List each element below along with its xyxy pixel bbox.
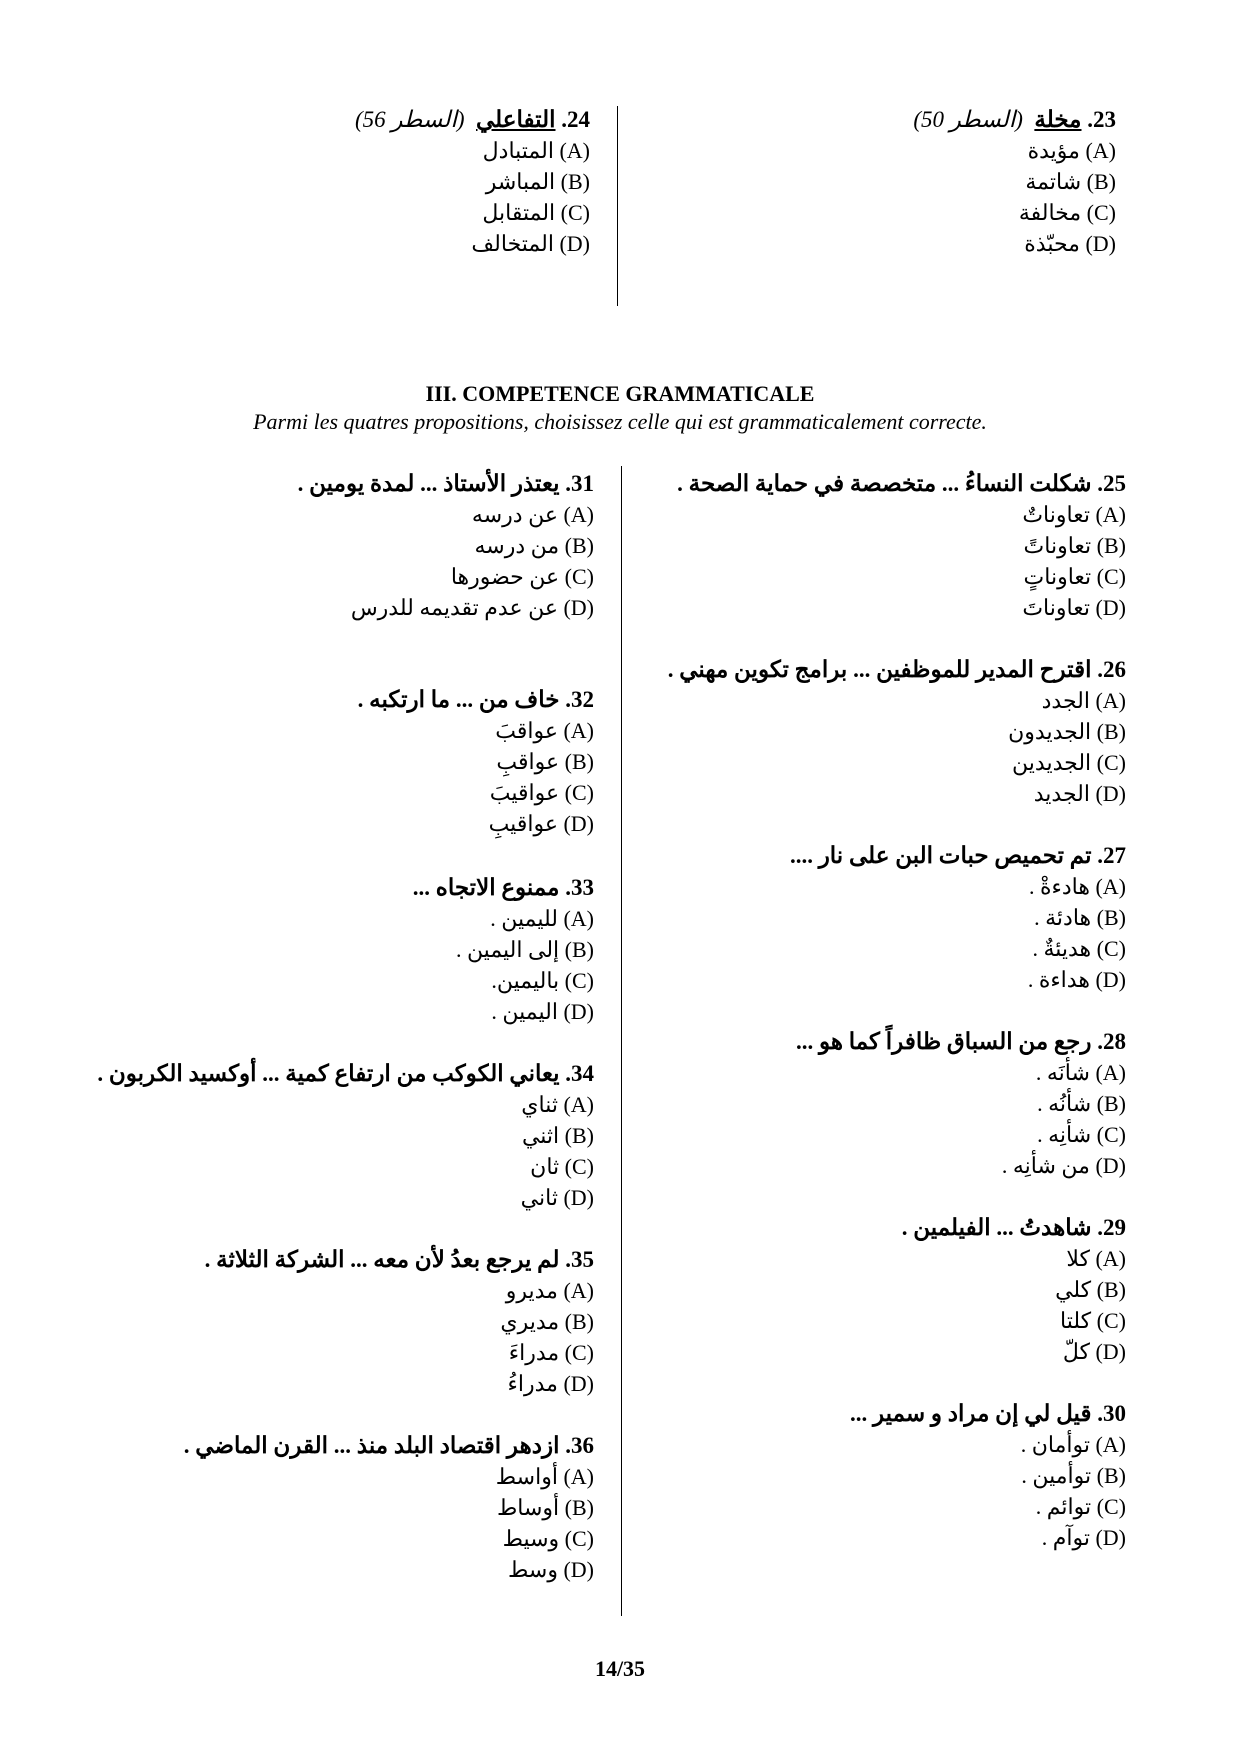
question-stem: 31. يعتذر الأستاذ ... لمدة يومين . — [297, 471, 594, 496]
option-b[interactable]: (B) شأنُه . — [1037, 1091, 1126, 1116]
question-stem: 28. رجع من السباق ظافراً كما هو ... — [795, 1029, 1126, 1054]
option-a[interactable]: (A) مديرو — [505, 1278, 594, 1303]
question-stem: 29. شاهدتُ ... الفيلمين . — [901, 1215, 1126, 1240]
option-a[interactable]: (A) لليمين . — [490, 906, 594, 931]
option-d[interactable]: (D) تعاوناتَ — [1022, 595, 1126, 620]
column-divider-main — [621, 466, 622, 1616]
option-b[interactable]: (B) تعاوناتً — [1023, 533, 1126, 558]
option-a[interactable]: (A) أواسط — [495, 1464, 594, 1489]
question-stem — [640, 104, 1116, 135]
question-stem: 34. يعاني الكوكب من ارتفاع كمية ... أوكسيد الكربون . — [97, 1061, 594, 1086]
line-reference: (السطر 50) — [913, 107, 1023, 132]
question-26 — [640, 654, 1126, 809]
option-d[interactable]: (D) عن عدم تقديمه للدرس — [350, 595, 594, 620]
question-word: مخلة — [1034, 107, 1082, 132]
option-c[interactable]: (C) مدراءَ — [508, 1340, 594, 1365]
question-stem: 25. شكلت النساءُ ... متخصصة في حماية الصحة . — [677, 471, 1126, 496]
question-36 — [100, 1430, 594, 1585]
option-d[interactable]: (D) الجديد — [1033, 781, 1126, 806]
option-c[interactable]: (C) عواقيبَ — [489, 780, 594, 805]
section-header — [0, 380, 1240, 436]
option-c[interactable]: (C) الجديدين — [1012, 750, 1126, 775]
option-a[interactable]: (A) شأنَه . — [1035, 1060, 1126, 1085]
question-stem: 30. قيل لي إن مراد و سمير ... — [849, 1401, 1126, 1426]
option-d[interactable]: (D) اليمين . — [491, 999, 594, 1024]
option-d[interactable]: (D) عواقيبِ — [488, 811, 594, 836]
option-b[interactable]: (B) الجديدون — [1008, 719, 1126, 744]
question-25 — [640, 468, 1126, 623]
option-b[interactable]: (B) توأمين . — [1021, 1463, 1126, 1488]
option-d[interactable]: (D) كلّ — [1062, 1339, 1126, 1364]
option-a[interactable]: (A) المتبادل — [482, 138, 590, 163]
option-c[interactable]: (C) ثان — [530, 1154, 594, 1179]
left-question-column — [97, 468, 594, 1608]
question-28 — [640, 1026, 1126, 1181]
question-number: 23. — [1087, 107, 1116, 132]
option-b[interactable]: (B) عواقبِ — [496, 749, 594, 774]
question-30 — [640, 1398, 1126, 1553]
option-b[interactable]: (B) شاتمة — [1025, 169, 1116, 194]
option-c[interactable]: (C) مخالفة — [1018, 200, 1116, 225]
option-b[interactable]: (B) أوساط — [496, 1495, 594, 1520]
question-34 — [97, 1058, 594, 1213]
right-question-column — [640, 468, 1126, 1608]
option-b[interactable]: (B) كلي — [1055, 1277, 1126, 1302]
option-c[interactable]: (C) توائم . — [1035, 1494, 1126, 1519]
option-c[interactable]: (C) تعاوناتٍ — [1023, 564, 1126, 589]
option-c[interactable]: (C) شأنِه . — [1037, 1122, 1126, 1147]
question-stem: 26. اقترح المدير للموظفين ... برامج تكوين مهني . — [667, 657, 1126, 682]
question-35 — [100, 1244, 594, 1399]
option-c[interactable]: (C) وسيط — [502, 1526, 594, 1551]
option-d[interactable]: (D) هداءة . — [1027, 967, 1126, 992]
option-a[interactable]: (A) الجدد — [1041, 688, 1126, 713]
option-c[interactable]: (C) كلتا — [1060, 1308, 1126, 1333]
option-b[interactable]: (B) المباشر — [485, 169, 590, 194]
question-stem: 36. ازدهر اقتصاد البلد منذ ... القرن الماضي . — [183, 1433, 594, 1458]
option-a[interactable]: (A) هادءةْ . — [1028, 874, 1126, 899]
option-d[interactable]: (D) محبّذة — [1024, 231, 1116, 256]
question-stem: 27. تم تحميص حبات البن على نار .... — [789, 843, 1126, 868]
option-d[interactable]: (D) مدراءُ — [507, 1371, 594, 1396]
question-stem: 33. ممنوع الاتجاه ... — [412, 875, 594, 900]
option-d[interactable]: (D) توآم . — [1041, 1525, 1126, 1550]
question-stem: 35. لم يرجع بعدُ لأن معه ... الشركة الثلاثة . — [204, 1247, 594, 1272]
section-title: III. COMPETENCE GRAMMATICALE — [425, 381, 815, 406]
question-word: التفاعلي — [476, 107, 556, 132]
option-a[interactable]: (A) ثناي — [521, 1092, 594, 1117]
option-b[interactable]: (B) من درسه — [474, 533, 594, 558]
option-d[interactable]: (D) من شأنِه . — [1001, 1153, 1126, 1178]
option-c[interactable]: (C) باليمين. — [491, 968, 594, 993]
option-a[interactable]: (A) تعاوناتٌ — [1022, 502, 1126, 527]
option-c[interactable]: (C) هديئةٌ . — [1032, 936, 1126, 961]
page-number: 14/35 — [594, 1656, 646, 1681]
question-23 — [640, 104, 1116, 259]
question-32 — [100, 684, 594, 839]
option-b[interactable]: (B) مديري — [500, 1309, 594, 1334]
question-number: 24. — [561, 107, 590, 132]
option-b[interactable]: (B) إلى اليمين . — [455, 937, 594, 962]
option-a[interactable]: (A) عن درسه — [471, 502, 594, 527]
option-a[interactable]: (A) توأمان . — [1020, 1432, 1126, 1457]
option-b[interactable]: (B) هادئة . — [1034, 905, 1126, 930]
question-stem: 32. خاف من ... ما ارتكبه . — [357, 687, 594, 712]
option-c[interactable]: (C) المتقابل — [482, 200, 590, 225]
option-d[interactable]: (D) وسط — [508, 1557, 594, 1582]
question-24 — [100, 104, 590, 259]
question-33 — [100, 872, 594, 1027]
line-reference: (السطر 56) — [354, 107, 465, 132]
question-29 — [640, 1212, 1126, 1367]
question-31 — [100, 468, 594, 623]
option-d[interactable]: (D) المتخالف — [471, 231, 590, 256]
option-a[interactable]: (A) عواقبَ — [495, 718, 594, 743]
option-d[interactable]: (D) ثاني — [520, 1185, 594, 1210]
option-a[interactable]: (A) مؤيدة — [1027, 138, 1116, 163]
question-27 — [640, 840, 1126, 995]
column-divider-top — [617, 106, 618, 306]
option-a[interactable]: (A) كلا — [1066, 1246, 1126, 1271]
section-instructions: Parmi les quatres propositions, choisissez celle qui est grammaticalement correcte. — [253, 409, 987, 434]
option-c[interactable]: (C) عن حضورها — [450, 564, 594, 589]
question-stem — [100, 104, 590, 135]
option-b[interactable]: (B) اثني — [521, 1123, 594, 1148]
